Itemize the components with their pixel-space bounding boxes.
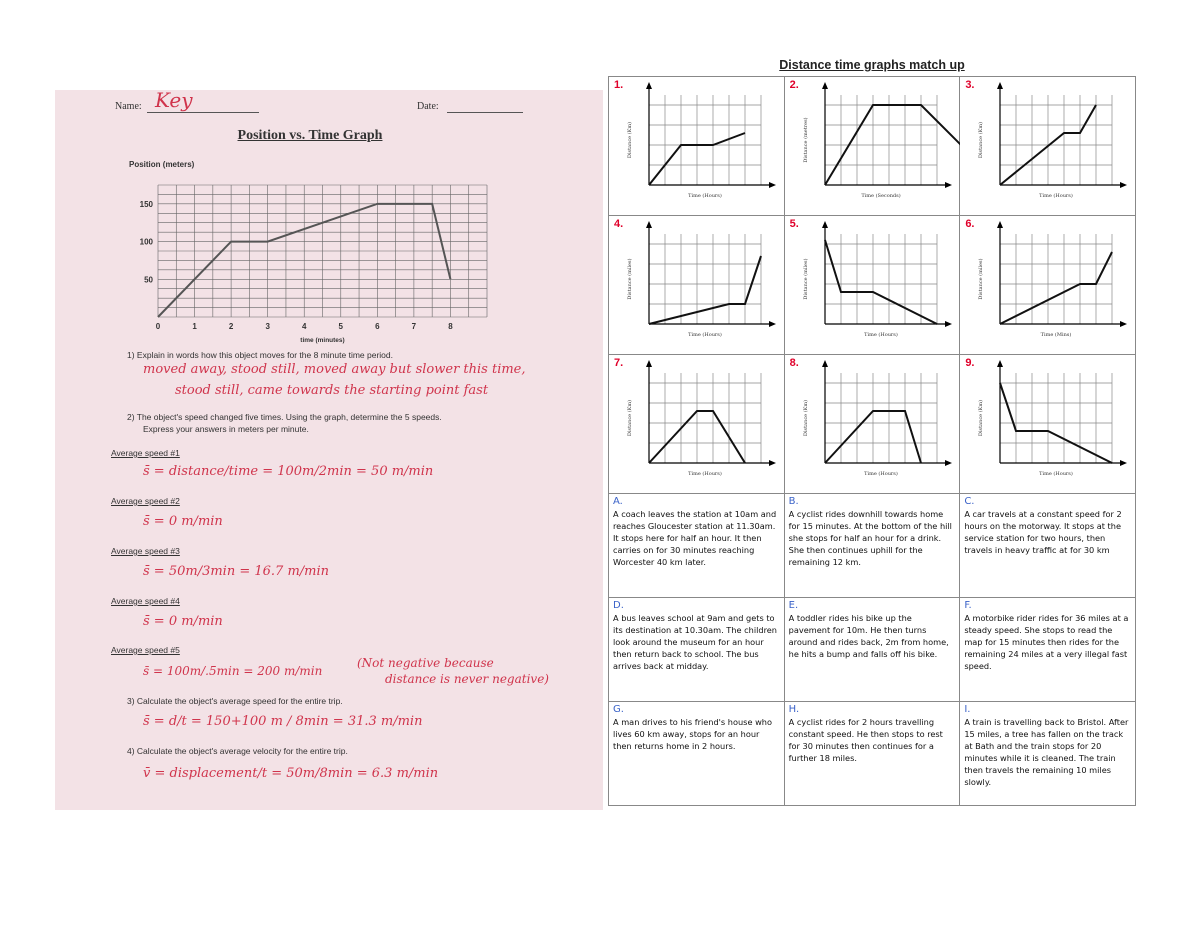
mini-x-label: Time (Hours) — [688, 332, 722, 338]
mini-y-arrow — [997, 221, 1003, 228]
x-tick-label: 3 — [265, 322, 270, 331]
speed-5-note-line-1: (Not negative because — [357, 656, 494, 670]
graph-number: 9. — [965, 357, 975, 369]
x-tick-label: 7 — [411, 322, 417, 331]
description-letter: D. — [613, 599, 624, 611]
question-1: 1) Explain in words how this object moves for the 8 minute time period. — [127, 350, 393, 360]
answer-3: s̄ = d/t = 150+100 m / 8min = 31.3 m/min — [143, 714, 423, 729]
worksheet-photo — [55, 90, 603, 810]
mini-x-arrow — [1120, 321, 1127, 327]
mini-x-arrow — [769, 460, 776, 466]
mini-x-arrow — [1120, 182, 1127, 188]
speed-3-label: Average speed #3 — [111, 546, 180, 556]
mini-graph-6 — [960, 216, 1135, 350]
matchup-sheet — [608, 58, 1136, 810]
answer-1-line-2: stood still, came towards the starting point fast — [175, 383, 489, 398]
mini-x-label: Time (Hours) — [688, 193, 722, 199]
y-tick-label: 150 — [139, 199, 153, 209]
question-2-line-1: 2) The object's speed changed five times. Using the graph, determine the 5 speeds. — [127, 412, 442, 422]
speed-2-answer: s̄ = 0 m/min — [143, 514, 223, 529]
mini-y-arrow — [997, 360, 1003, 367]
graph-cell-1 — [609, 77, 785, 216]
mini-graph-1 — [609, 77, 784, 211]
mini-graph-5 — [785, 216, 960, 350]
description-cell-e — [784, 597, 960, 701]
description-text: A motorbike rider rides for 36 miles at a steady speed. She stops to read the map for 15 minutes then rides for the remaining 24 miles at a very illegal fast speed. — [964, 612, 1129, 671]
description-letter: A. — [613, 496, 623, 507]
mini-series-line — [649, 256, 761, 324]
speed-5-label: Average speed #5 — [111, 645, 180, 655]
description-cell-b — [784, 494, 960, 598]
mini-graph-7 — [609, 355, 784, 489]
mini-x-arrow — [945, 182, 952, 188]
mini-y-arrow — [997, 82, 1003, 89]
x-axis-label: time (minutes) — [300, 337, 345, 344]
mini-x-arrow — [769, 182, 776, 188]
description-letter: G. — [613, 703, 624, 715]
description-text: A toddler rides his bike up the pavement for 10m. He then turns around and rides back, 2m from home, he hits a bump and falls off his bike. — [788, 612, 949, 659]
mini-x-arrow — [769, 321, 776, 327]
graph-number: 7. — [614, 357, 624, 369]
graph-number: 1. — [614, 79, 624, 91]
mini-y-arrow — [822, 360, 828, 367]
description-cell-c — [960, 494, 1136, 598]
graph-number: 5. — [789, 218, 799, 230]
description-letter: B. — [788, 496, 799, 507]
mini-graph-8 — [785, 355, 960, 489]
mini-x-label: Time (Mins) — [1040, 332, 1072, 338]
graph-number: 2. — [789, 79, 799, 91]
name-value: Key — [155, 90, 193, 112]
graph-number: 8. — [789, 357, 799, 369]
mini-graph-9 — [960, 355, 1135, 489]
graph-cell-9 — [960, 355, 1136, 494]
mini-x-arrow — [945, 460, 952, 466]
description-cell-f — [960, 597, 1136, 701]
mini-y-label: Distance (Km) — [627, 121, 633, 159]
mini-x-arrow — [945, 321, 952, 327]
x-tick-label: 0 — [155, 322, 161, 331]
question-2-line-2: Express your answers in meters per minute. — [143, 424, 309, 434]
description-letter: E. — [788, 599, 799, 611]
x-tick-label: 2 — [228, 322, 234, 331]
speed-4-label: Average speed #4 — [111, 596, 180, 606]
description-text: A car travels at a constant speed for 2 hours on the motorway. It stops at the service station for two hours, then travels in heavy traffic at for 30 km — [964, 509, 1122, 555]
mini-x-label: Time (Hours) — [1039, 193, 1074, 199]
mini-y-arrow — [646, 221, 652, 228]
mini-y-label: Distance (Km) — [802, 399, 809, 437]
mini-y-arrow — [822, 82, 828, 89]
mini-y-label: Distance (Km) — [978, 121, 985, 159]
mini-x-label: Time (Seconds) — [861, 193, 901, 199]
y-tick-label: 100 — [139, 237, 153, 247]
graph-number: 3. — [965, 79, 975, 91]
mini-y-label: Distance (metres) — [802, 117, 809, 163]
speed-5-note-line-2: distance is never negative) — [385, 672, 549, 686]
description-letter: H. — [788, 703, 800, 715]
description-cell-d — [609, 597, 785, 701]
question-4: 4) Calculate the object's average velocity for the entire trip. — [127, 746, 348, 756]
mini-series-line — [825, 240, 937, 324]
speed-3-answer: s̄ = 50m/3min = 16.7 m/min — [143, 564, 330, 579]
description-cell-a — [609, 494, 785, 598]
graph-cell-7 — [609, 355, 785, 494]
mini-y-label: Distance (Km) — [627, 399, 633, 437]
x-tick-label: 5 — [338, 322, 344, 331]
graph-cell-5 — [784, 216, 960, 355]
speed-5-answer: s̄ = 100m/.5min = 200 m/min — [143, 664, 323, 678]
graph-cell-8 — [784, 355, 960, 494]
x-tick-label: 4 — [301, 322, 307, 331]
description-cell-g — [609, 701, 785, 805]
mini-graph-4 — [609, 216, 784, 350]
description-text: A cyclist rides for 2 hours travelling constant speed. He then stops to rest for 30 minutes then continues for a further 18 miles. — [788, 716, 943, 763]
graph-cell-2 — [784, 77, 960, 216]
graph-cell-3 — [960, 77, 1136, 216]
description-cell-i — [960, 701, 1136, 805]
speed-1-answer: s̄ = distance/time = 100m/2min = 50 m/min — [143, 464, 434, 479]
date-label: Date: — [417, 101, 439, 112]
speed-2-label: Average speed #2 — [111, 496, 180, 506]
answer-4: v̄ = displacement/t = 50m/8min = 6.3 m/min — [143, 766, 439, 781]
mini-y-label: Distance (miles) — [802, 258, 809, 300]
mini-y-arrow — [822, 221, 828, 228]
y-tick-label: 50 — [144, 275, 153, 285]
description-text: A man drives to his friend's house who lives 60 km away, stops for an hour then returns home in 2 hours. — [613, 716, 772, 751]
mini-series-line — [1000, 252, 1112, 324]
graph-number: 4. — [614, 218, 624, 230]
speed-1-label: Average speed #1 — [111, 448, 180, 458]
question-3: 3) Calculate the object's average speed for the entire trip. — [127, 696, 343, 706]
mini-y-label: Distance (miles) — [978, 258, 985, 300]
description-text: A cyclist rides downhill towards home for 15 minutes. At the bottom of the hill she stops for half an hour for a drink. She then continues uphill for the remaining 12 km. — [788, 509, 952, 567]
graph-cell-6 — [960, 216, 1136, 355]
chart-y-label: Position (meters) — [129, 160, 195, 169]
mini-x-label: Time (Hours) — [863, 332, 898, 338]
x-tick-label: 8 — [448, 322, 453, 331]
matchup-table — [608, 76, 1136, 806]
description-letter: C. — [964, 496, 975, 507]
description-cell-h — [784, 701, 960, 805]
description-letter: F. — [964, 599, 972, 611]
mini-x-label: Time (Hours) — [863, 471, 898, 477]
mini-y-label: Distance (Km) — [978, 399, 985, 437]
name-label: Name: — [115, 101, 142, 112]
graph-cell-4 — [609, 216, 785, 355]
speed-4-answer: s̄ = 0 m/min — [143, 614, 223, 629]
description-text: A train is travelling back to Bristol. After 15 miles, a tree has fallen on the track at Bath and the train stops for 20 minutes while it is cleaned. The train then travels the remaining 10 miles slowly. — [964, 716, 1129, 787]
description-letter: I. — [964, 703, 971, 715]
x-tick-label: 1 — [192, 322, 197, 331]
description-text: A bus leaves school at 9am and gets to its destination at 10.30am. The children look around the museum for an hour then return back to school. The bus arrives back at midday. — [613, 612, 777, 671]
mini-x-arrow — [1120, 460, 1127, 466]
graph-number: 6. — [965, 218, 975, 230]
mini-y-arrow — [646, 82, 652, 89]
answer-1-line-1: moved away, stood still, moved away but slower this time, — [143, 362, 526, 377]
x-tick-label: 6 — [375, 322, 380, 331]
position-time-chart — [55, 90, 603, 350]
worksheet-title: Position vs. Time Graph — [237, 128, 383, 143]
mini-graph-3 — [960, 77, 1135, 211]
mini-y-arrow — [646, 360, 652, 367]
matchup-title: Distance time graphs match up — [779, 58, 965, 72]
description-text: A coach leaves the station at 10am and reaches Gloucester station at 11.30am. It stops here for half an hour. It then carries on for 30 minutes reaching Worcester 40 km later. — [613, 509, 777, 567]
mini-x-label: Time (Hours) — [688, 471, 722, 477]
mini-graph-2 — [785, 77, 960, 211]
mini-x-label: Time (Hours) — [1039, 471, 1074, 477]
mini-y-label: Distance (miles) — [627, 258, 633, 300]
